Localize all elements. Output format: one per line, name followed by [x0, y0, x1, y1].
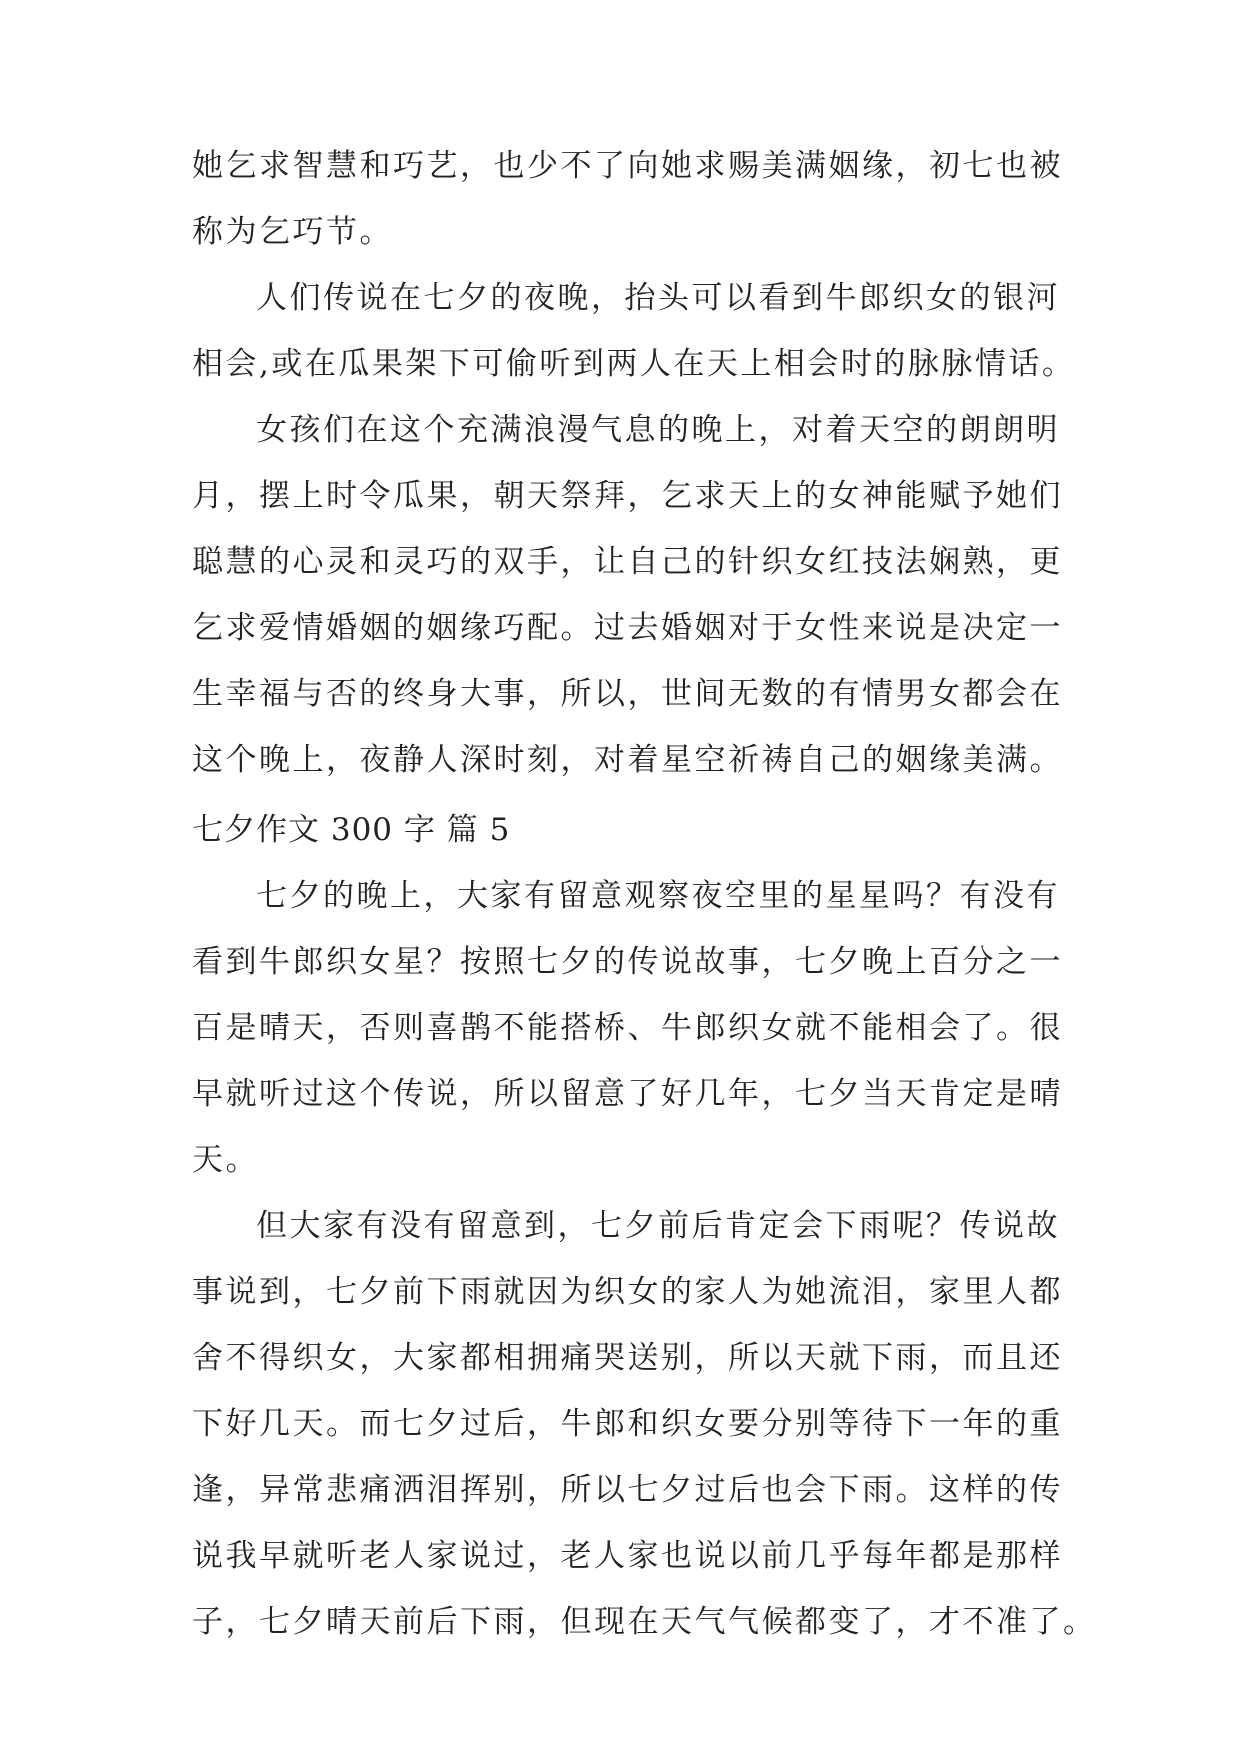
essay-section-4 — [192, 133, 1076, 793]
text-line: 下好几天。而七夕过后，牛郎和织女要分别等待下一年的重 — [192, 1406, 1063, 1442]
section-heading: 七夕作文 300 字 篇 5 — [192, 812, 511, 848]
text-line: 女孩们在这个充满浪漫气息的晚上，对着天空的朗朗明 — [256, 412, 1060, 448]
text-line: 事说到，七夕前下雨就因为织女的家人为她流泪，家里人都 — [192, 1274, 1063, 1310]
text-line: 看到牛郎织女星？按照七夕的传说故事，七夕晚上百分之一 — [192, 944, 1063, 980]
text-line: 这个晚上，夜静人深时刻，对着星空祈祷自己的姻缘美满。 — [192, 742, 1063, 778]
text-line: 七夕的晚上，大家有留意观察夜空里的星星吗？有没有 — [256, 878, 1060, 914]
text-line: 她乞求智慧和巧艺，也少不了向她求赐美满姻缘，初七也被 — [192, 148, 1063, 184]
text-line: 逢，异常悲痛洒泪挥别，所以七夕过后也会下雨。这样的传 — [192, 1472, 1063, 1508]
text-line: 天。 — [192, 1142, 259, 1178]
text-line: 相会,或在瓜果架下可偷听到两人在天上相会时的脉脉情话。 — [192, 346, 1076, 382]
essay-section-5 — [192, 863, 1097, 1655]
text-line: 生幸福与否的终身大事，所以，世间无数的有情男女都会在 — [192, 676, 1063, 712]
text-line: 乞求爱情婚姻的姻缘巧配。过去婚姻对于女性来说是决定一 — [192, 610, 1063, 646]
text-line: 月，摆上时令瓜果，朝天祭拜，乞求天上的女神能赋予她们 — [192, 478, 1063, 514]
text-line: 早就听过这个传说，所以留意了好几年，七夕当天肯定是晴 — [192, 1076, 1063, 1112]
text-line: 但大家有没有留意到，七夕前后肯定会下雨呢？传说故 — [256, 1208, 1060, 1244]
text-line: 舍不得织女，大家都相拥痛哭送别，所以天就下雨，而且还 — [192, 1340, 1063, 1376]
text-line: 子，七夕晴天前后下雨，但现在天气气候都变了，才不准了。 — [192, 1604, 1097, 1640]
text-line: 说我早就听老人家说过，老人家也说以前几乎每年都是那样 — [192, 1538, 1063, 1574]
text-line: 称为乞巧节。 — [192, 214, 393, 250]
text-line: 人们传说在七夕的夜晚，抬头可以看到牛郎织女的银河 — [256, 280, 1060, 316]
text-line: 百是晴天，否则喜鹊不能搭桥、牛郎织女就不能相会了。很 — [192, 1010, 1063, 1046]
text-line: 聪慧的心灵和灵巧的双手，让自己的针织女红技法娴熟，更 — [192, 544, 1063, 580]
